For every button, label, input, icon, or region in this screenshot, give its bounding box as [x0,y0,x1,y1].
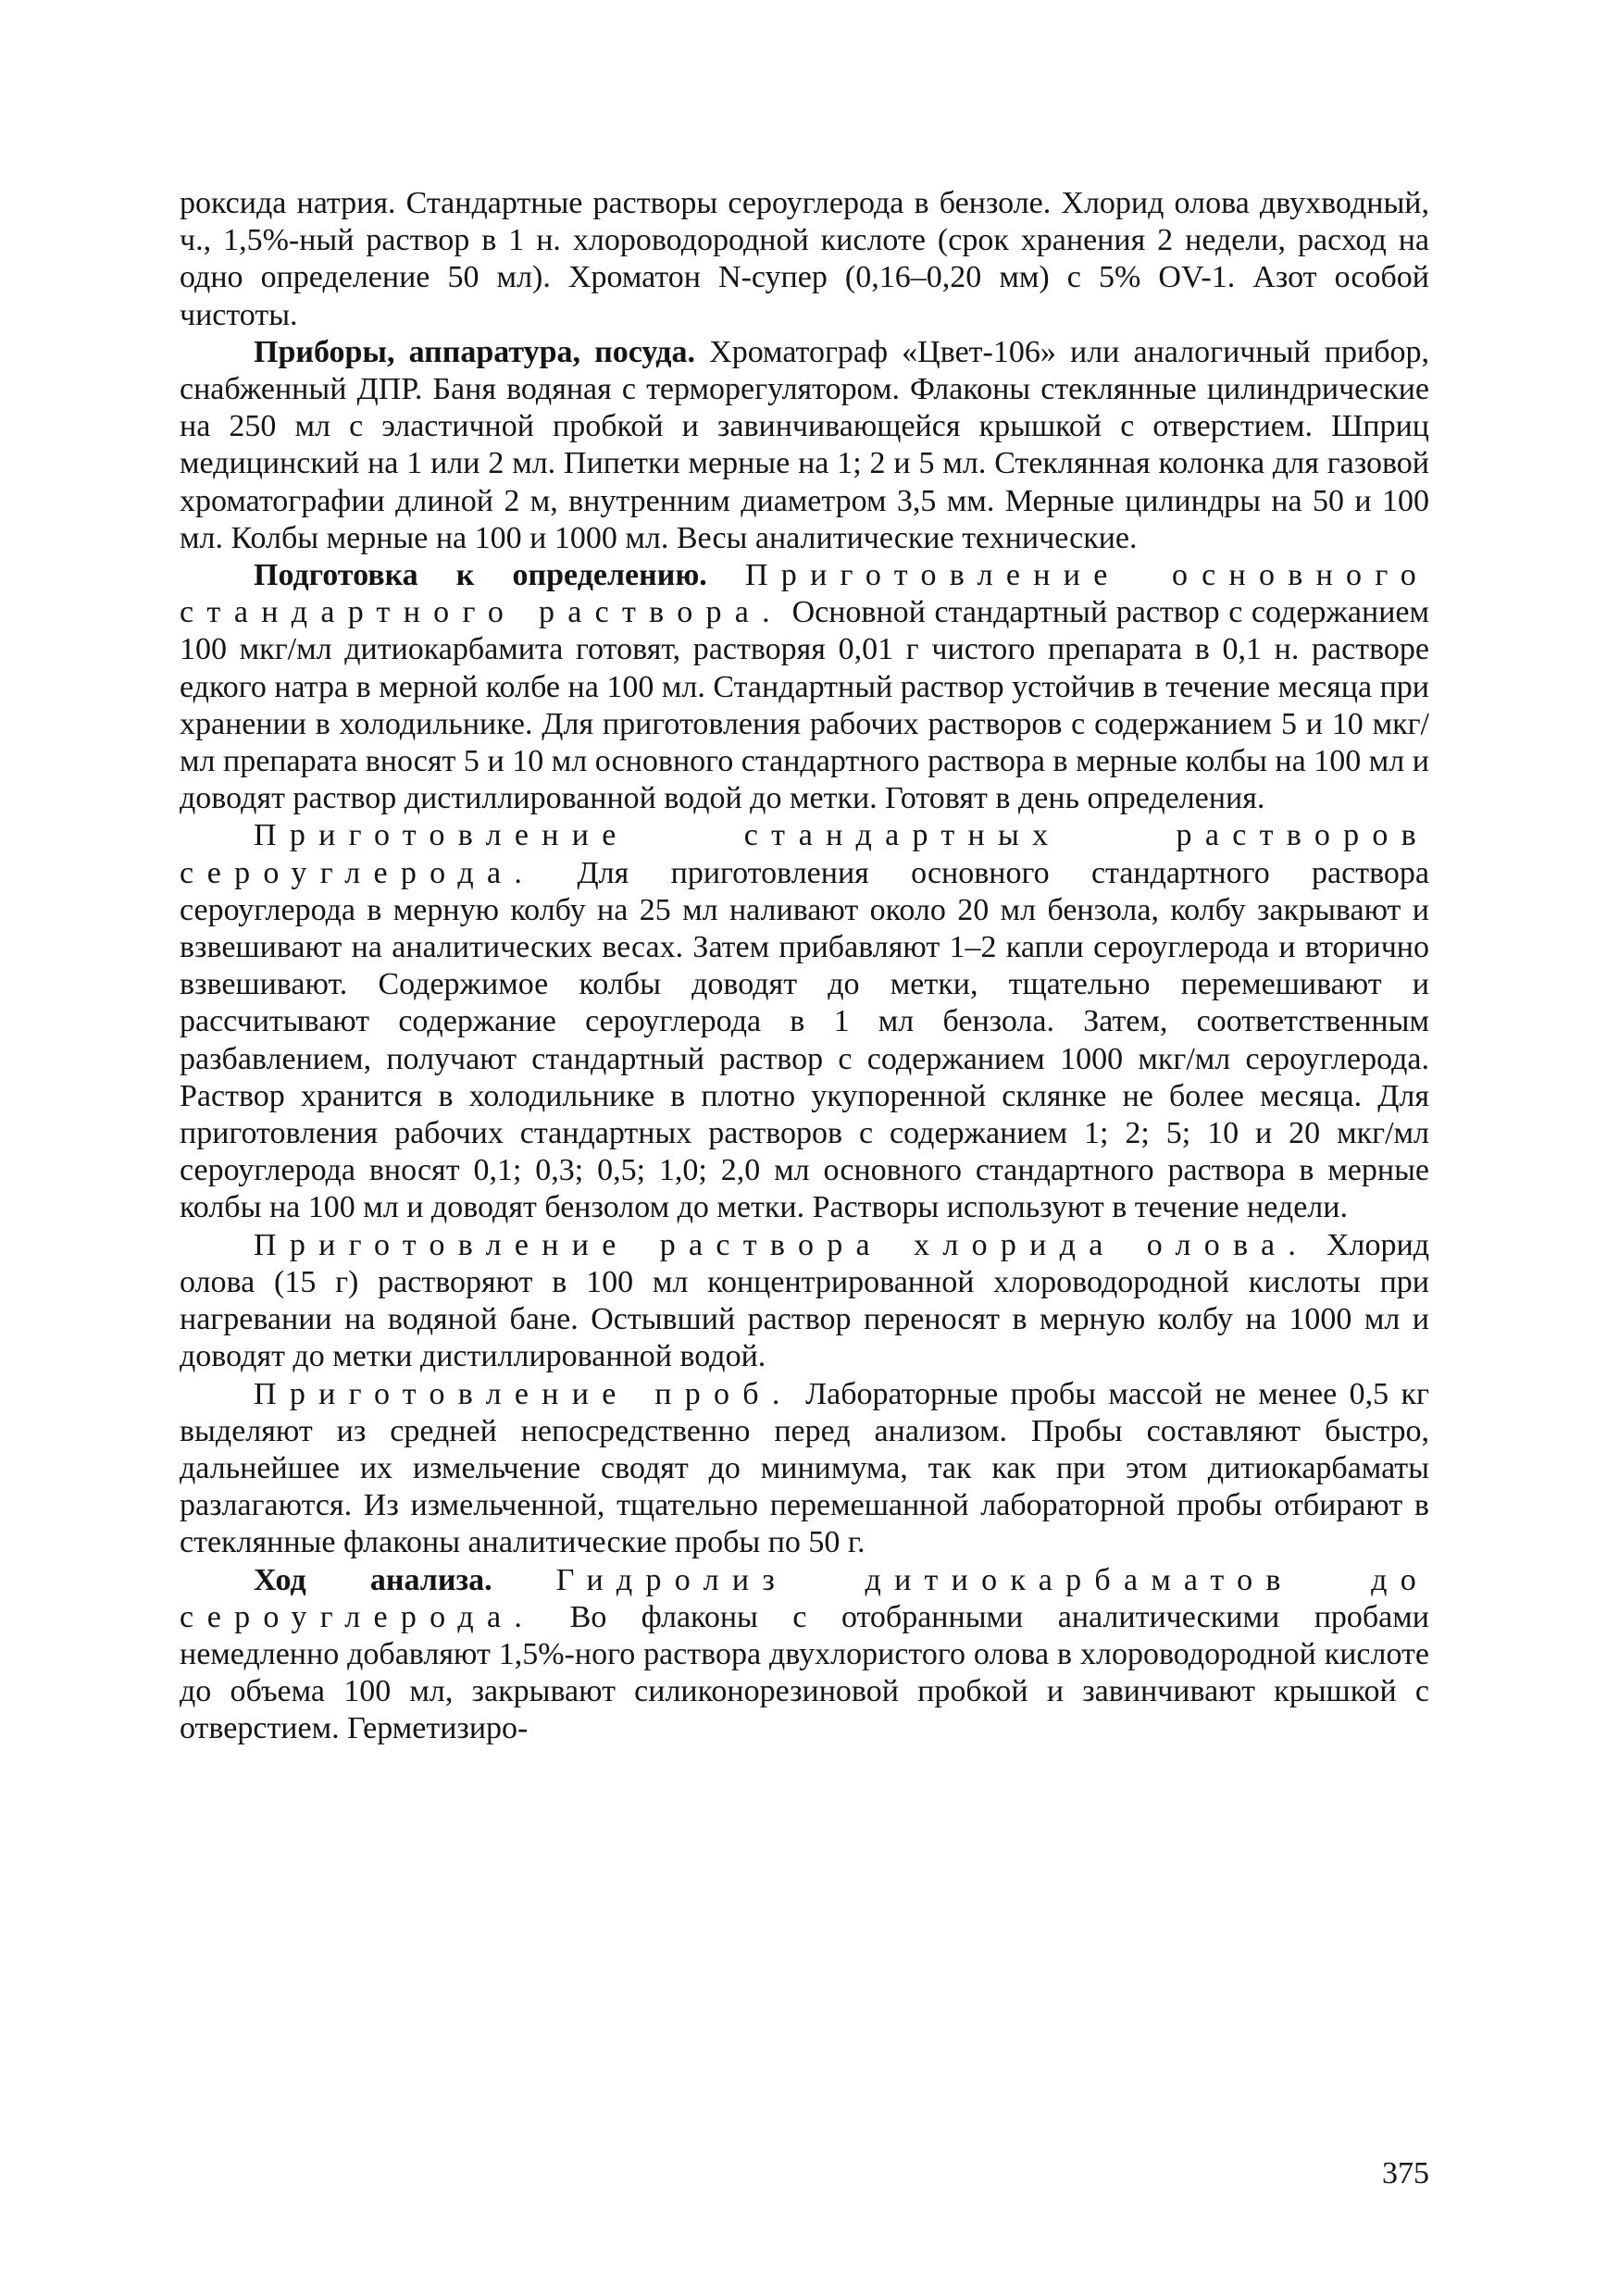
paragraph-text: Хроматограф «Цвет-106» или аналогичный прибор, снабженный ДПР. Баня водяная с терморегулятором. Флаконы стеклянные цилиндрические на 250 мл с эластичной пробкой и завинчивающейся крышкой с отверстием. Шприц медицинский на 1 или 2 мл. Пипетки мерные на 1; 2 и 5 мл. Стеклянная колонка для газовой хроматографии длиной 2 м, внутренним диаметром 3,5 мм. Мерные цилиндры на 50 и 100 мл. Колбы мерные на 100 и 1000 мл. Весы аналитические технические. [180,334,1429,555]
paragraph-text: Во флаконы с отобранными аналитическими пробами немедленно добавляют 1,5%-ного раствора двухлористого олова в хлороводородной кислоте до объема 100 мл, закрывают силиконорезиновой пробкой и завинчивают крышкой с отверстием. Герметизиро- [180,1599,1429,1746]
page-number: 375 [1382,2156,1429,2191]
paragraph-samples [180,1376,1429,1562]
spaced-subheading: Приготовление проб. [254,1376,793,1411]
section-heading: Приборы, аппаратура, посуда. [254,334,695,369]
paragraph-text: роксида натрия. Стандартные растворы сероуглерода в бензоле. Хлорид олова двухводный, ч., 1,5%-ный раствор в 1 н. хлороводородной кислоте (срок хранения 2 недели, расход на одно определение 50 мл). Хроматон N-супер (0,16–0,20 мм) с 5% OV-1. Азот особой чистоты. [180,186,1429,332]
spaced-subheading: Гидролиз дитиокарбаматов до сероуглерода. [180,1562,1429,1634]
paragraph-text: Основной стандартный раствор с содержанием 100 мкг/мл дитиокарбамита готовят, растворяя 0,01 г чистого препарата в 0,1 н. растворе едкого натра в мерной колбе на 100 мл. Стандартный раствор устойчив в течение месяца при хранении в холодильнике. Для приготовления рабочих растворов с содержанием 5 и 10 мкг/мл препарата вносят 5 и 10 мл основного стандартного раствора в мерные колбы на 100 мл и доводят раствор дистиллированной водой до метки. Готовят в день определения. [180,595,1429,816]
spaced-subheading: Приготовление раствора хлорида олова. [254,1227,1310,1262]
paragraph-text: Для приготовления основного стандартного раствора сероуглерода в мерную колбу на 25 мл наливают около 20 мл бензола, колбу закрывают и взвешивают на аналитических весах. Затем прибавляют 1–2 капли сероуглерода и вторично взвешивают. Содержимое колбы доводят до метки, тщательно перемешивают и рассчитывают содержание сероуглерода в 1 мл бензола. Затем, соответственным разбавлением, получают стандартный раствор с содержанием 1000 мкг/мл сероуглерода. Раствор хранится в холодильнике в плотно укупоренной склянке не более месяца. Для приготовления рабочих стандартных растворов с содержанием 1; 2; 5; 10 и 20 мкг/мл сероуглерода вносят 0,1; 0,3; 0,5; 1,0; 2,0 мл основного стандартного раствора в мерные колбы на 100 мл и доводят бензолом до метки. Растворы используют в течение недели. [180,855,1429,1225]
paragraph-text: Хлорид олова (15 г) растворяют в 100 мл концентрированной хлороводородной кислоты при нагревании на водяной бане. Остывший раствор переносят в мерную колбу на 1000 мл и доводят до метки дистиллированной водой. [180,1227,1429,1374]
section-heading: Подготовка к определению. [254,558,707,593]
paragraph-instruments [180,334,1429,557]
section-heading: Ход анализа. [254,1562,492,1597]
paragraph-preparation [180,557,1429,817]
paragraph-analysis [180,1562,1429,1748]
page-body [180,185,1429,1748]
paragraph-reagents-end [180,185,1429,334]
paragraph-tin-chloride [180,1227,1429,1376]
spaced-subheading: Приготовление стандартных растворов сероуглерода. [180,818,1429,890]
spaced-subheading: Приготовление основного стандартного раствора. [180,558,1429,630]
paragraph-text: Лабораторные пробы массой не менее 0,5 кг выделяют из средней непосредственно перед анализом. Пробы составляют быстро, дальнейшее их измельчение сводят до минимума, так как при этом дитиокарбаматы разлагаются. Из измельченной, тщательно перемешанной лабораторной пробы отбирают в стеклянные флаконы аналитические пробы по 50 г. [180,1376,1429,1560]
paragraph-cs2-standards [180,817,1429,1226]
